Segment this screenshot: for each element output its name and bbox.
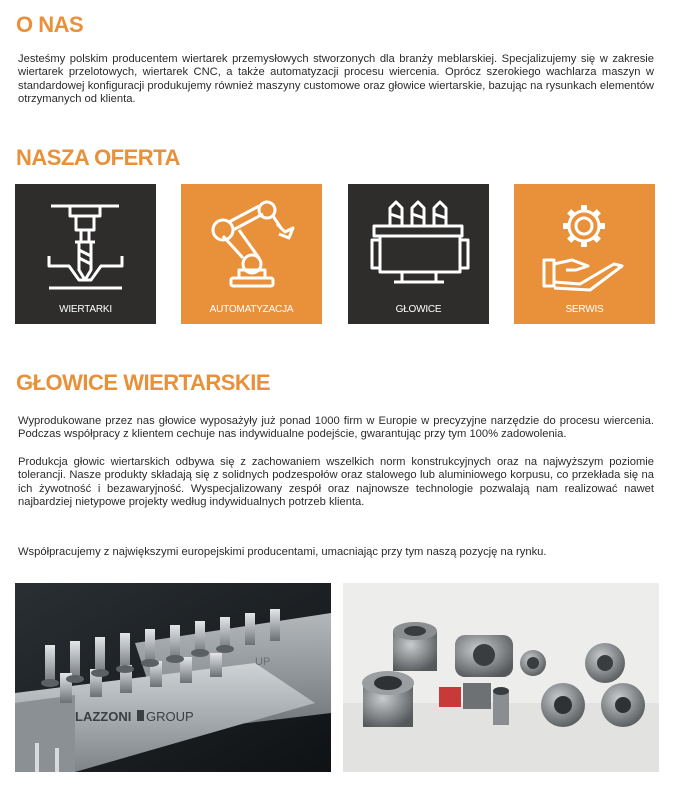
photo-drill-heads [15, 583, 331, 772]
gear-hand-icon [514, 184, 655, 324]
photo-machine-parts [343, 583, 659, 772]
heads-paragraph-2: Produkcja głowic wiertarskich odbywa się z zachowaniem wszelkich norm konstrukcyjnych oraz na najwyższym poziomie tolerancji. Nasze produkty składają się z solidnych podzespołów oraz stalowego lub aluminiowego korpusu, co przekłada się na ich żywotność i bezawaryjność. Wyspecjalizowany zespół oraz najnowsze technologie pozwalają nam realizować nawet najbardziej nietypowe projekty według indywidualnych potrzeb klienta. [18, 456, 654, 509]
brand-text: LAZZONI [75, 709, 132, 724]
tile-glowice[interactable] [348, 184, 489, 324]
tile-serwis[interactable] [514, 184, 655, 324]
about-heading: O NAS [16, 12, 84, 37]
tile-label: GŁOWICE [395, 304, 442, 315]
about-text: Jesteśmy polskim producentem wiertarek przemysłowych stworzonych dla branży meblarskiej. Specjalizujemy się w zakresie wiertarek przelotowych, wiertarek CNC, a także automatyzacji procesu wiercenia. Oprócz szerokiego wachlarza maszyn w standardowej konfiguracji produkujemy również maszyny customowe oraz głowice wiertarskie, bazując na rysunkach elementów otrzymanych od klienta. [18, 53, 654, 106]
tile-label: SERWIS [565, 304, 604, 315]
offer-tiles [15, 184, 655, 324]
tile-wiertarki[interactable] [15, 184, 156, 324]
heads-heading: GŁOWICE WIERTARSKIE [16, 370, 271, 395]
brand-back-text: UP [255, 656, 271, 668]
brand-suffix-text: GROUP [146, 709, 194, 724]
offer-heading: NASZA OFERTA [16, 145, 180, 170]
drill-head-icon [348, 184, 489, 324]
drill-icon [15, 184, 156, 324]
tile-label: AUTOMATYZACJA [209, 304, 294, 315]
robot-arm-icon [181, 184, 322, 324]
tile-automatyzacja[interactable] [181, 184, 322, 324]
heads-paragraph-1: Wyprodukowane przez nas głowice wyposażyły już ponad 1000 firm w Europie w precyzyjne narzędzie do procesu wiercenia. Podczas współpracy z klientem cechuje nas indywidualne podejście, gwarantując przy tym 100% zadowolenia. [18, 415, 654, 441]
heads-paragraph-3: Współpracujemy z największymi europejskimi producentami, umacniając przy tym naszą pozycję na rynku. [18, 546, 547, 558]
tile-label: WIERTARKI [59, 304, 112, 315]
